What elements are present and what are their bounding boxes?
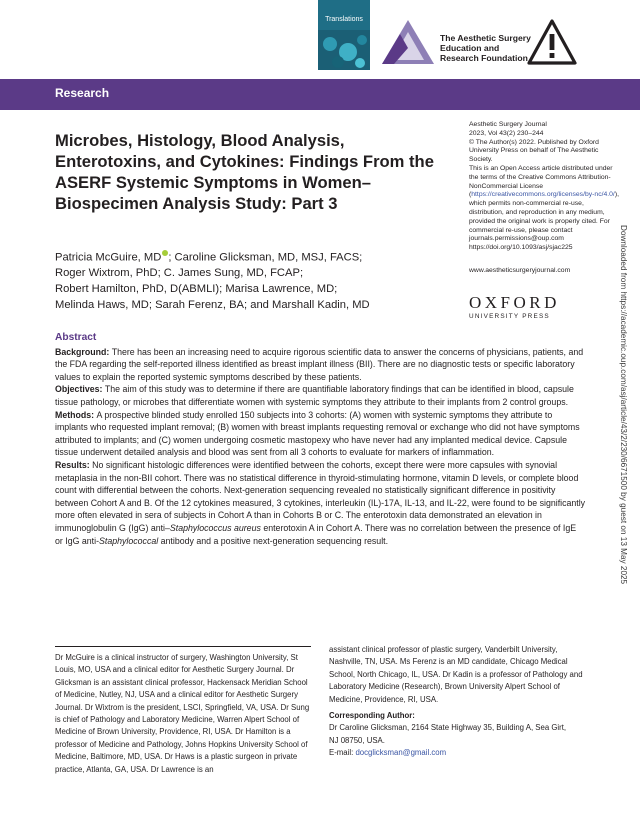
section-text: enterotoxin A in Cohort A. There was no correlation between the presence of IgE or IgG anti- bbox=[55, 522, 577, 546]
author-line: Roger Wixtrom, PhD; C. James Sung, MD, FCAP; bbox=[55, 267, 304, 280]
org-line: Education and bbox=[440, 43, 500, 53]
license-link[interactable]: https://creativecommons.org/licenses/by-nc/4.0/ bbox=[471, 191, 615, 199]
footnote-divider bbox=[55, 646, 311, 647]
author-name: ; Caroline Glicksman, MD, MSJ, FACS; bbox=[168, 251, 363, 264]
corresponding-author-heading: Corresponding Author: bbox=[329, 711, 415, 721]
section-label: Research bbox=[55, 86, 110, 100]
license-text: ), which permits non-commercial re-use, distribution, and reproduction in any medium, provided the original work is properly cited. For commercial re-use, please contact journals.permissions@oup.com bbox=[469, 191, 619, 243]
author-affiliations-continued bbox=[329, 644, 585, 760]
corresponding-email bbox=[329, 747, 585, 759]
corresponding-address: NJ 08750, USA. bbox=[329, 735, 385, 745]
section-label: Methods: bbox=[55, 409, 95, 420]
abstract-heading: Abstract bbox=[55, 332, 97, 343]
org-line: The Aesthetic Surgery bbox=[440, 33, 531, 43]
publisher-subtitle: UNIVERSITY PRESS bbox=[469, 313, 550, 320]
abstract-objectives bbox=[55, 383, 586, 408]
section-label: Objectives: bbox=[55, 384, 103, 395]
translations-label: Translations bbox=[325, 16, 363, 23]
journal-header bbox=[0, 0, 640, 110]
warning-icon bbox=[527, 19, 577, 65]
abstract-results bbox=[55, 459, 586, 547]
author-line: Melinda Haws, MD; Sarah Ferenz, BA; and Marshall Kadin, MD bbox=[55, 298, 370, 311]
org-line: Research Foundation bbox=[440, 53, 528, 63]
section-band bbox=[0, 79, 640, 110]
section-label: Results: bbox=[55, 459, 90, 470]
author-line bbox=[55, 250, 455, 266]
publisher-name: OXFORD bbox=[469, 293, 560, 312]
author-list bbox=[55, 250, 455, 313]
journal-website[interactable]: www.aestheticsurgeryjournal.com bbox=[469, 266, 571, 274]
author-name: Patricia McGuire, MD bbox=[55, 251, 162, 264]
section-text-italic: Staphylococcus aureus bbox=[169, 522, 261, 533]
corresponding-address: Dr Caroline Glicksman, 2164 State Highway 35, Building A, Sea Girt, bbox=[329, 723, 567, 733]
license bbox=[469, 165, 619, 244]
download-note: Downloaded from https://academic.oup.com/asj/article/43/2/230/6671500 by guest on 13 May 2025 bbox=[619, 225, 628, 585]
section-text: The aim of this study was to determine if there are quantifiable laboratory findings that can be identified in blood, capsule tissue pathology, or microbes that differentiate women with systemic symptoms they attribute to their implants from 2 control groups. bbox=[55, 384, 574, 407]
copyright: © The Author(s) 2022. Published by Oxford University Press on behalf of The Aesthetic Society. bbox=[469, 138, 599, 164]
section-label: Background: bbox=[55, 346, 110, 357]
section-text: A prospective blinded study enrolled 150 subjects into 3 cohorts: (A) women with systemic symptoms they attribute to implants who requested implant removal; (B) women with breast implants requesting removal or exchange who did not have symptoms attributed to implants; and (C) women undergoing cosmetic mastopexy who have never had any implanted medical device. Capsule tissue underwent detailed analysis and blood was sent from all 3 cohorts to evaluate for markers of inflammation. bbox=[55, 409, 580, 458]
section-text-italic: Staphylococcal bbox=[99, 535, 159, 546]
translations-thumbnail[interactable] bbox=[318, 0, 370, 70]
abstract bbox=[55, 332, 586, 547]
email-link[interactable]: docglicksman@gmail.com bbox=[355, 748, 447, 758]
affiliation-text: assistant clinical professor of plastic surgery, Vanderbilt University, Nashville, TN, USA. Ms Ferenz is an MD candidate, Chicago Medical School, North Chicago, IL, USA. Dr Kadin is a professor of Pathology and Laboratory Medicine (Research), Brown University Alpert School of Medicine, Providence, RI, USA. bbox=[329, 645, 583, 704]
cells-illustration-icon bbox=[318, 30, 370, 70]
abstract-background bbox=[55, 346, 586, 384]
email-label: E-mail: bbox=[329, 748, 356, 758]
oxford-university-press-logo bbox=[469, 294, 569, 320]
publication-info bbox=[469, 121, 619, 276]
organization-name bbox=[440, 33, 531, 63]
article-title: Microbes, Histology, Blood Analysis, Enterotoxins, and Cytokines: Findings From the ASERF Systemic Symptoms in Women–Biospecimen Analysis Study: Part 3 bbox=[55, 131, 434, 213]
author-affiliations: Dr McGuire is a clinical instructor of surgery, Washington University, St Louis, MO, USA and a clinical editor for Aesthetic Surgery Journal. Dr Glicksman is an assistant clinical professor, Hackensack Meridian School of Medicine, Nutley, NJ, USA and a clinical editor for Aesthetic Surgery Journal. Dr Wixtrom is the president, LSCI, Springfield, VA, USA. Dr Sung is chief of Pathology and Laboratory Medicine, Warren Alpert School of Medicine of Brown University, Providence, RI, USA. Dr Hamilton is a professor of Medicine and Pathology, Johns Hopkins University School of Medicine, Baltimore, MD, USA. Dr Haws is a plastic surgeon in private practice, Atlanta, GA, USA. Dr Lawrence is an bbox=[55, 653, 310, 774]
doi-link[interactable]: https://doi.org/10.1093/asj/sjac225 bbox=[469, 244, 573, 252]
section-text: There has been an increasing need to acquire rigorous scientific data to answer the concerns of physicians, patients, and the FDA regarding the self-reported illness identified as breast implant illness (BII). There are no diagnostic tests or specific laboratory values to explain the reported systemic symptoms described by these patients. bbox=[55, 346, 584, 382]
download-watermark bbox=[621, 225, 635, 605]
abstract-methods bbox=[55, 409, 586, 459]
citation: 2023, Vol 43(2) 230–244 bbox=[469, 129, 544, 137]
license-text: This is an Open Access article distributed under the terms of the Creative Commons Attribution-NonCommercial License ( bbox=[469, 164, 613, 199]
aserf-triangle-logo-icon bbox=[380, 18, 436, 66]
section-text: No significant histologic differences were identified between the cohorts, except there were more capsules with synovial metaplasia in the non-BII cohort. There was no statistical difference in thyroid-stimulating hormone, vitamin D levels, or complete blood count with differential between the cohorts. Next-generation sequencing revealed no statistically significant difference in positivity between Cohort A and B. Of the 12 cytokines measured, 3 cytokines, interleukin (IL)-17A, IL-13, and IL-22, were found to be significantly more often elevated in sera of subjects in Cohort A than in Cohorts B or C. The enterotoxin data demonstrated an elevation in immunoglobulin G (IgG) anti– bbox=[55, 459, 586, 533]
journal-name: Aesthetic Surgery Journal bbox=[469, 121, 547, 128]
section-text: antibody and a positive next-generation sequencing result. bbox=[158, 535, 389, 546]
author-line: Robert Hamilton, PhD, D(ABMLI); Marisa Lawrence, MD; bbox=[55, 282, 338, 295]
